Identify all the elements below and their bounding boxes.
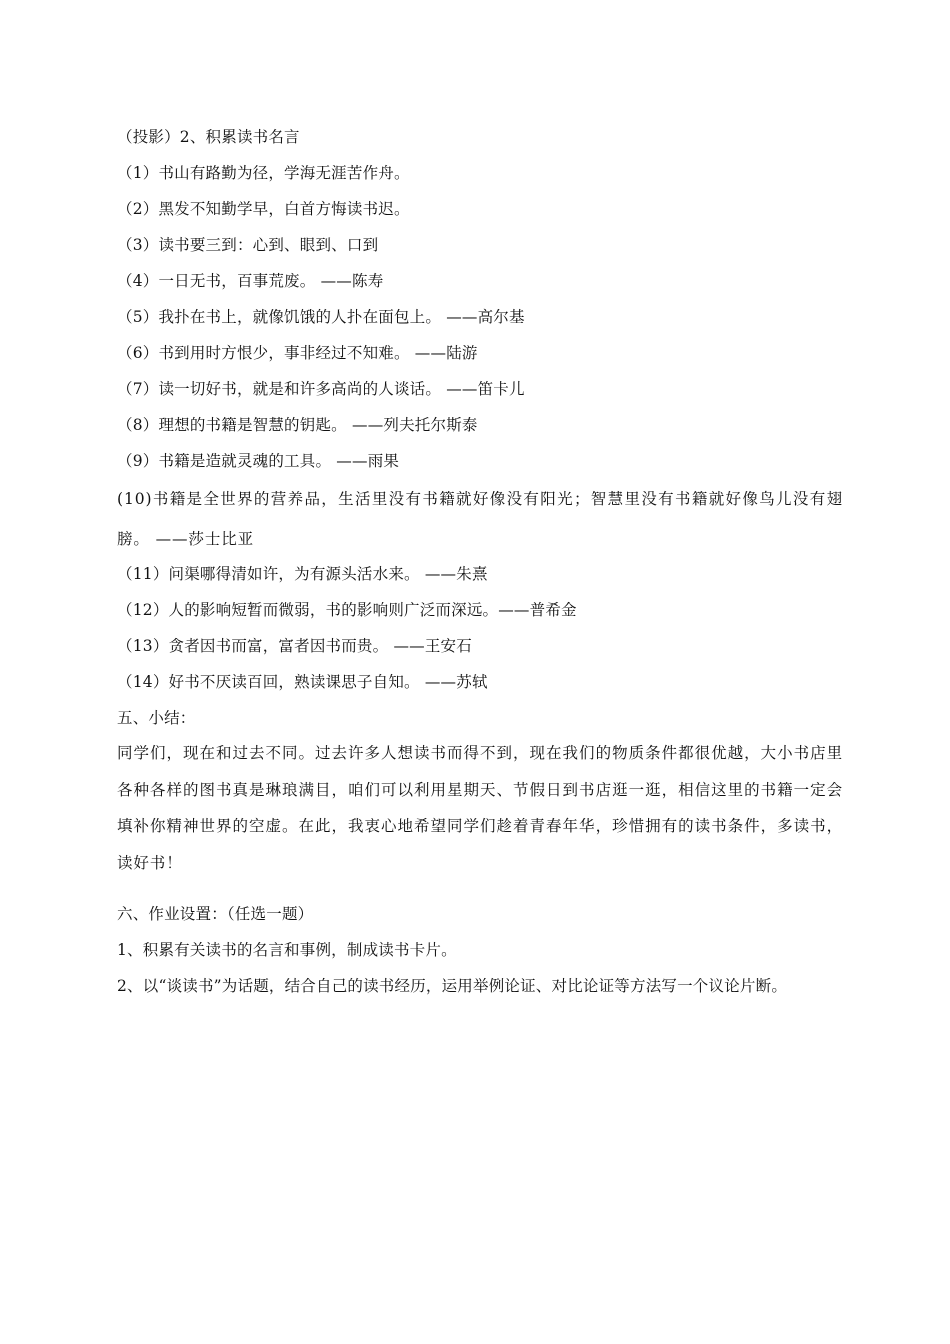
quote-item: （7）读一切好书，就是和许多高尚的人谈话。 ——笛卡儿 xyxy=(117,380,525,398)
quote-item: （8）理想的书籍是智慧的钥匙。 ——列夫托尔斯泰 xyxy=(117,416,478,434)
quote-item-long: (10)书籍是全世界的营养品，生活里没有书籍就好像没有阳光；智慧里没有书籍就好像鸟儿没有翅膀。 ——莎士比亚 xyxy=(117,490,843,548)
quote-item: （3）读书要三到：心到、眼到、口到 xyxy=(117,236,379,254)
quote-item: （2）黑发不知勤学早，白首方悔读书迟。 xyxy=(117,200,410,218)
quote-item: （13）贪者因书而富，富者因书而贵。 ——王安石 xyxy=(117,637,472,655)
quote-item: （14）好书不厌读百回，熟读课思子自知。 ——苏轼 xyxy=(117,673,488,691)
quote-item: （5）我扑在书上，就像饥饿的人扑在面包上。 ——高尔基 xyxy=(117,308,525,326)
quote-item: （1）书山有路勤为径，学海无涯苦作舟。 xyxy=(117,164,410,182)
summary-paragraph: 同学们，现在和过去不同。过去许多人想读书而得不到，现在我们的物质条件都很优越，大小书店里各种各样的图书真是琳琅满目，咱们可以利用星期天、节假日到书店逛一逛，相信这里的书籍一定会填补你精神世界的空虚。在此，我衷心地希望同学们趁着青春年华，珍惜拥有的读书条件，多读书，读好书！ xyxy=(117,744,843,872)
quote-item: （4）一日无书，百事荒废。 ——陈寿 xyxy=(117,272,384,290)
quote-item: （12）人的影响短暂而微弱，书的影响则广泛而深远。——普希金 xyxy=(117,601,577,619)
homework-item: 2、以“谈读书”为话题，结合自己的读书经历，运用举例论证、对比论证等方法写一个议论片断。 xyxy=(117,977,788,995)
homework-item: 1、积累有关读书的名言和事例，制成读书卡片。 xyxy=(117,941,457,959)
homework-heading: 六、作业设置：（任选一题） xyxy=(117,905,314,923)
quote-item: （11）问渠哪得清如许，为有源头活水来。 ——朱熹 xyxy=(117,565,488,583)
quote-item: （9）书籍是造就灵魂的工具。 ——雨果 xyxy=(117,452,400,470)
summary-heading: 五、小结： xyxy=(117,709,196,727)
quotes-heading: （投影）2、积累读书名言 xyxy=(117,128,300,146)
quote-item: （6）书到用时方恨少，事非经过不知难。 ——陆游 xyxy=(117,344,478,362)
